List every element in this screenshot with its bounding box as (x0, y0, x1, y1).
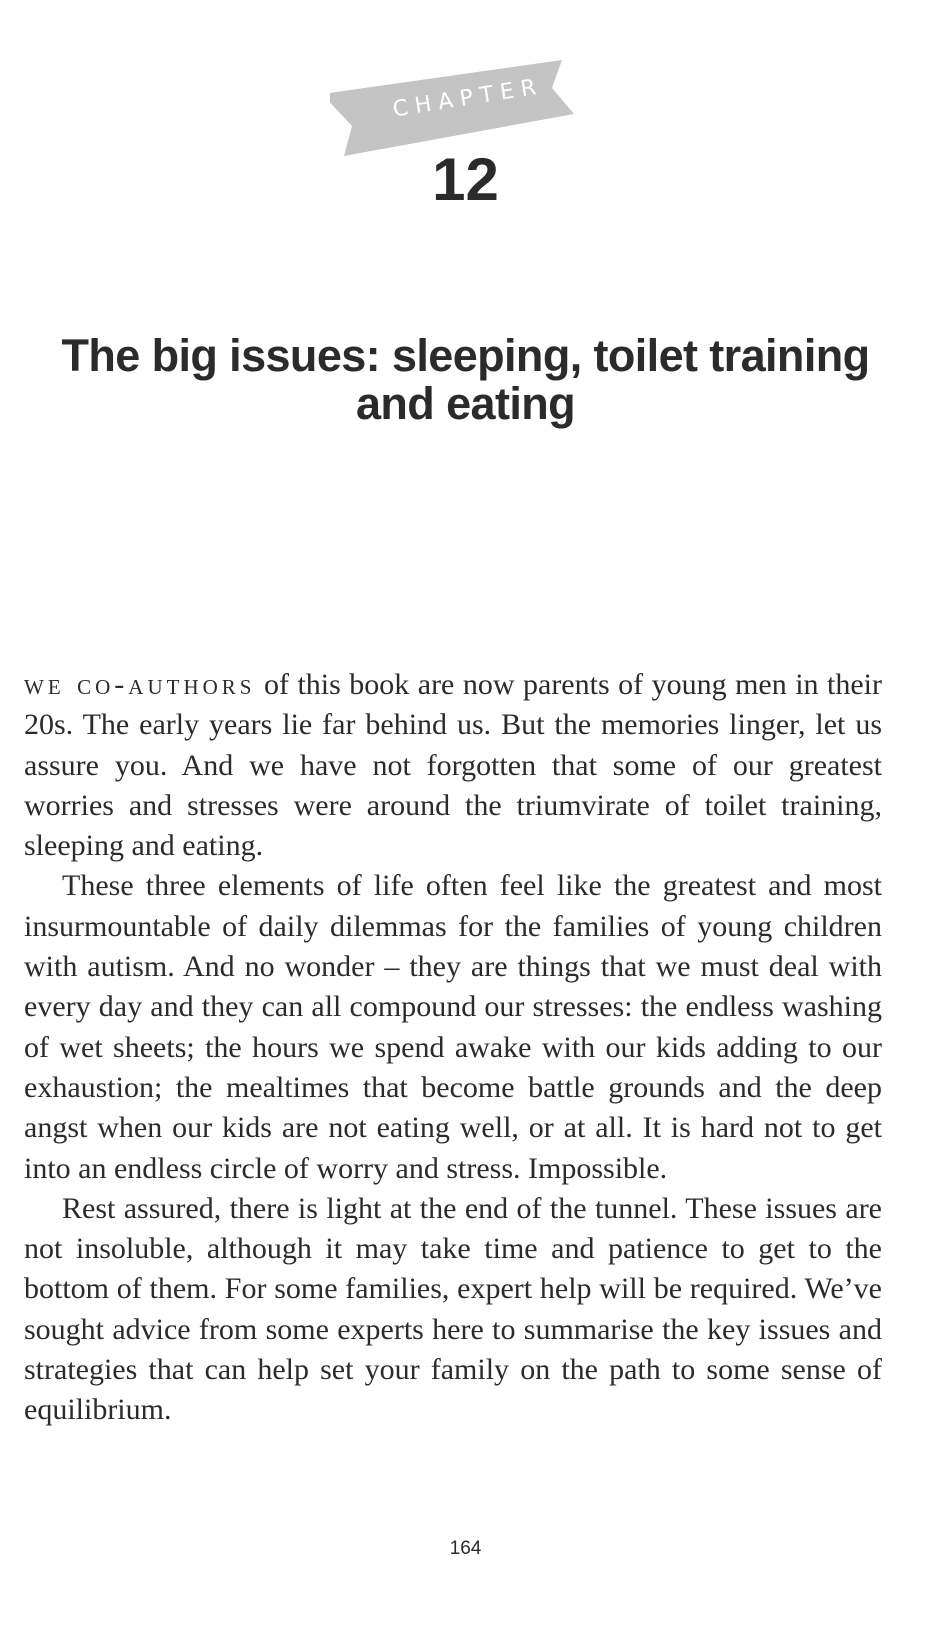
paragraph-1-text: of this book are now parents of young men in their 20s. The early years lie far behind us. But the memories linger, let us assure you. And we have not forgotten that some of our greatest worries and stresses were around the triumvirate of toilet training, sleeping and eating. (24, 668, 883, 863)
paragraph-2: These three elements of life often feel like the greatest and most insurmountable of daily dilemmas for the families of young children with autism. And no wonder – they are things that we must deal with every day and they can all compound our stresses: the endless washing of wet sheets; the hours we spend awake with our kids adding to our exhaustion; the mealtimes that become battle grounds and the deep angst when our kids are not eating well, or at all. It is hard not to get into an endless circle of worry and stress. Impossible. (24, 869, 882, 1185)
chapter-number: 12 (432, 146, 499, 213)
paragraph-1 (24, 665, 882, 866)
body-text (24, 665, 882, 1431)
chapter-label: CHAPTER (390, 74, 545, 123)
lead-in: we co-authors (24, 668, 256, 701)
paragraph-3: Rest assured, there is light at the end of the tunnel. These issues are not insoluble, although it may take time and patience to get to the bottom of them. For some families, expert help will be required. We’ve sought advice from some experts here to summarise the key issues and strategies that can help set your family on the path to some sense of equilibrium. (24, 1191, 882, 1427)
chapter-title: The big issues: sleeping, toilet training and eating (61, 330, 870, 429)
page-number: 164 (449, 1538, 482, 1559)
